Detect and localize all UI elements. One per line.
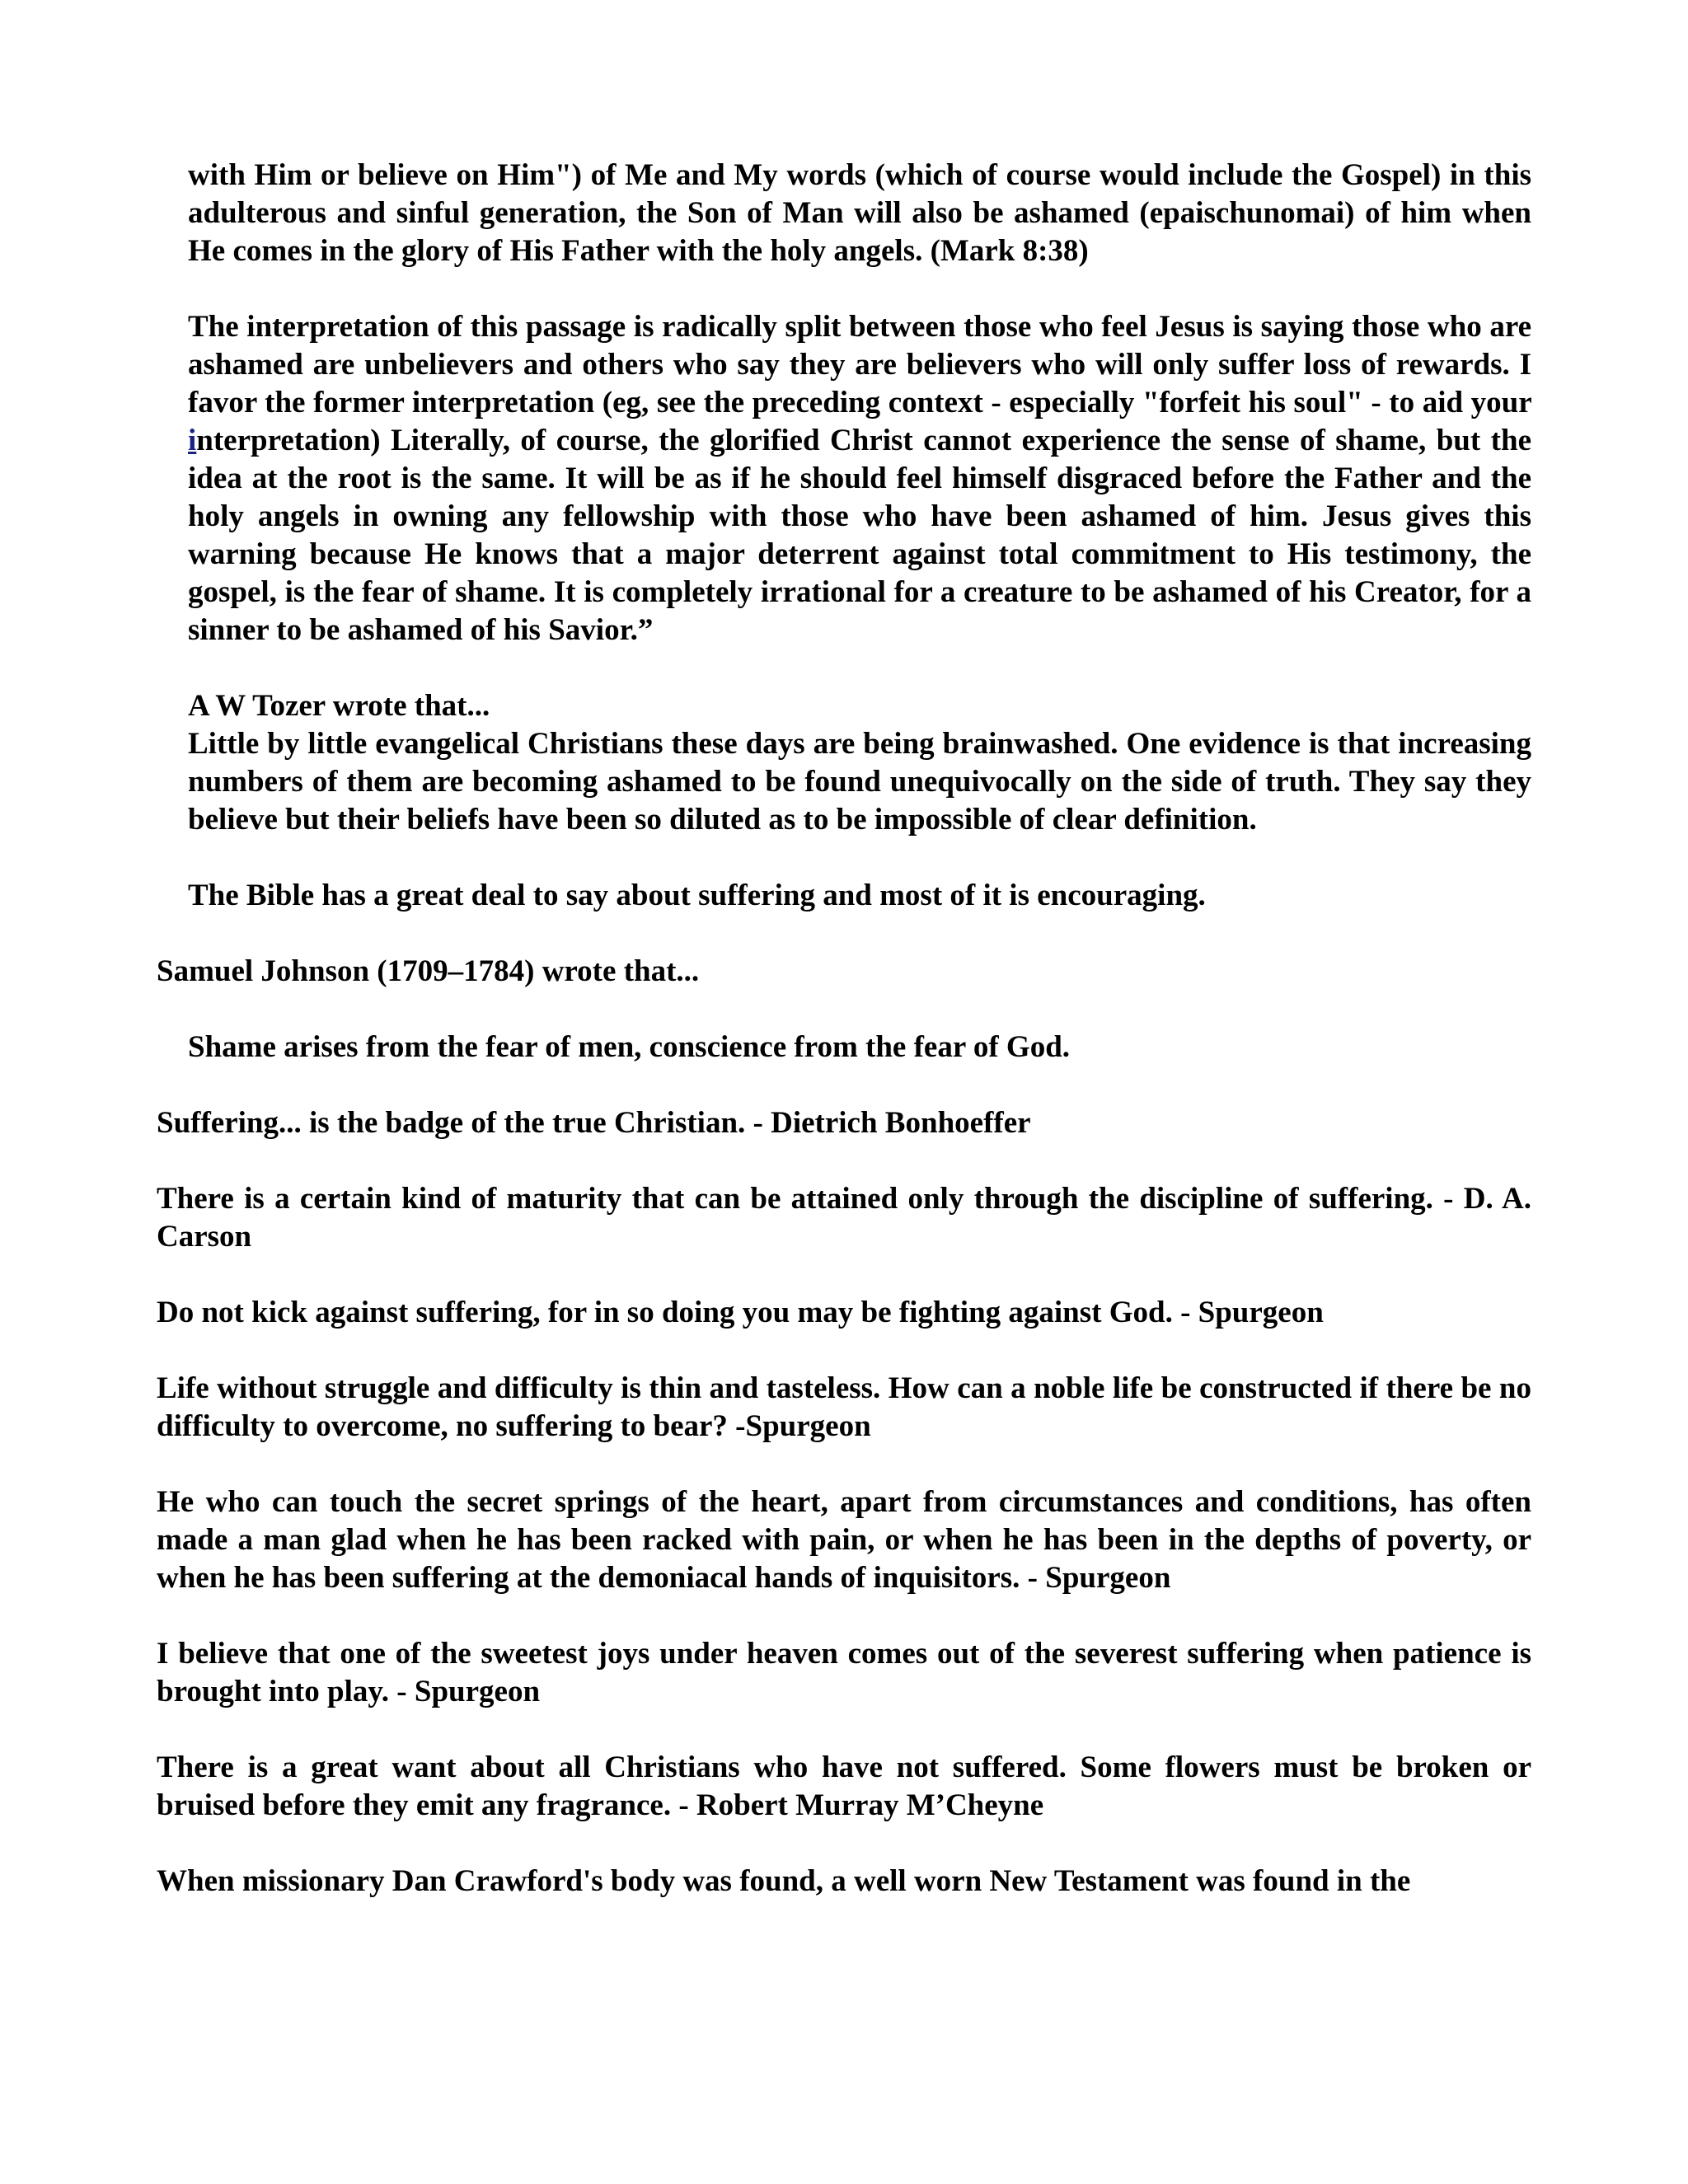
mark-8-38-quote-paragraph: with Him or believe on Him") of Me and My words (which of course would include the Gospel) in this adulterous and sinful generation, the Son of Man will also be ashamed (epaischunomai) of him when He comes in the glory of His Father with the holy angels. (Mark 8:38): [188, 158, 1531, 268]
tozer-intro: A W Tozer wrote that...: [188, 689, 490, 723]
spurgeon-quote-3: He who can touch the secret springs of the heart, apart from circumstances and conditions, has often made a man glad when he has been racked with pain, or when he has been in the depths of poverty, or when he has been suffering at the demoniacal hands of inquisitors. - Spurgeon: [157, 1485, 1531, 1595]
spurgeon-quote-2: Life without struggle and difficulty is thin and tasteless. How can a noble life be constructed if there be no difficulty to overcome, no suffering to bear? -Spurgeon: [157, 1371, 1531, 1443]
mcheyne-quote: There is a great want about all Christians who have not suffered. Some flowers must be broken or bruised before they emit any fragrance. - Robert Murray M’Cheyne: [157, 1750, 1531, 1822]
document-page: [157, 157, 1531, 1938]
johnson-quote: Shame arises from the fear of men, conscience from the fear of God.: [188, 1030, 1071, 1064]
spurgeon-quote-1: Do not kick against suffering, for in so doing you may be fighting against God. - Spurgeon: [157, 1296, 1324, 1329]
crawford-paragraph: When missionary Dan Crawford's body was found, a well worn New Testament was found in the: [157, 1864, 1411, 1898]
interpretation-link[interactable]: i: [188, 424, 197, 457]
interpretation-text-start: The interpretation of this passage is radically split between those who feel Jesus is saying those who are ashamed are unbelievers and others who say they are believers who will only suffer loss of rewards. I favor the former interpretation (eg, see the preceding context - especially "forfeit his soul" - to aid your: [188, 310, 1531, 419]
interpretation-text-end: nterpretation) Literally, of course, the glorified Christ cannot experience the sense of shame, but the idea at the root is the same. It will be as if he should feel himself disgraced before the Father and the holy angels in owning any fellowship with those who have been ashamed of him. Jesus gives this warning because He knows that a major deterrent against total commitment to His testimony, the gospel, is the fear of shame. It is completely irrational for a creature to be ashamed of his Creator, for a sinner to be ashamed of his Savior.”: [188, 424, 1531, 647]
tozer-quote: Little by little evangelical Christians these days are being brainwashed. One evidence is that increasing numbers of them are becoming ashamed to be found unequivocally on the side of truth. They say they believe but their beliefs have been so diluted as to be impossible of clear definition.: [188, 727, 1531, 837]
bonhoeffer-quote: Suffering... is the badge of the true Christian. - Dietrich Bonhoeffer: [157, 1106, 1031, 1140]
carson-quote: There is a certain kind of maturity that can be attained only through the discipline of suffering. - D. A. Carson: [157, 1182, 1531, 1254]
johnson-intro: Samuel Johnson (1709–1784) wrote that...: [157, 954, 700, 988]
interpretation-paragraph: [188, 308, 1531, 649]
spurgeon-quote-4: I believe that one of the sweetest joys under heaven comes out of the severest suffering when patience is brought into play. - Spurgeon: [157, 1637, 1531, 1708]
bible-suffering-paragraph: The Bible has a great deal to say about suffering and most of it is encouraging.: [188, 879, 1206, 912]
